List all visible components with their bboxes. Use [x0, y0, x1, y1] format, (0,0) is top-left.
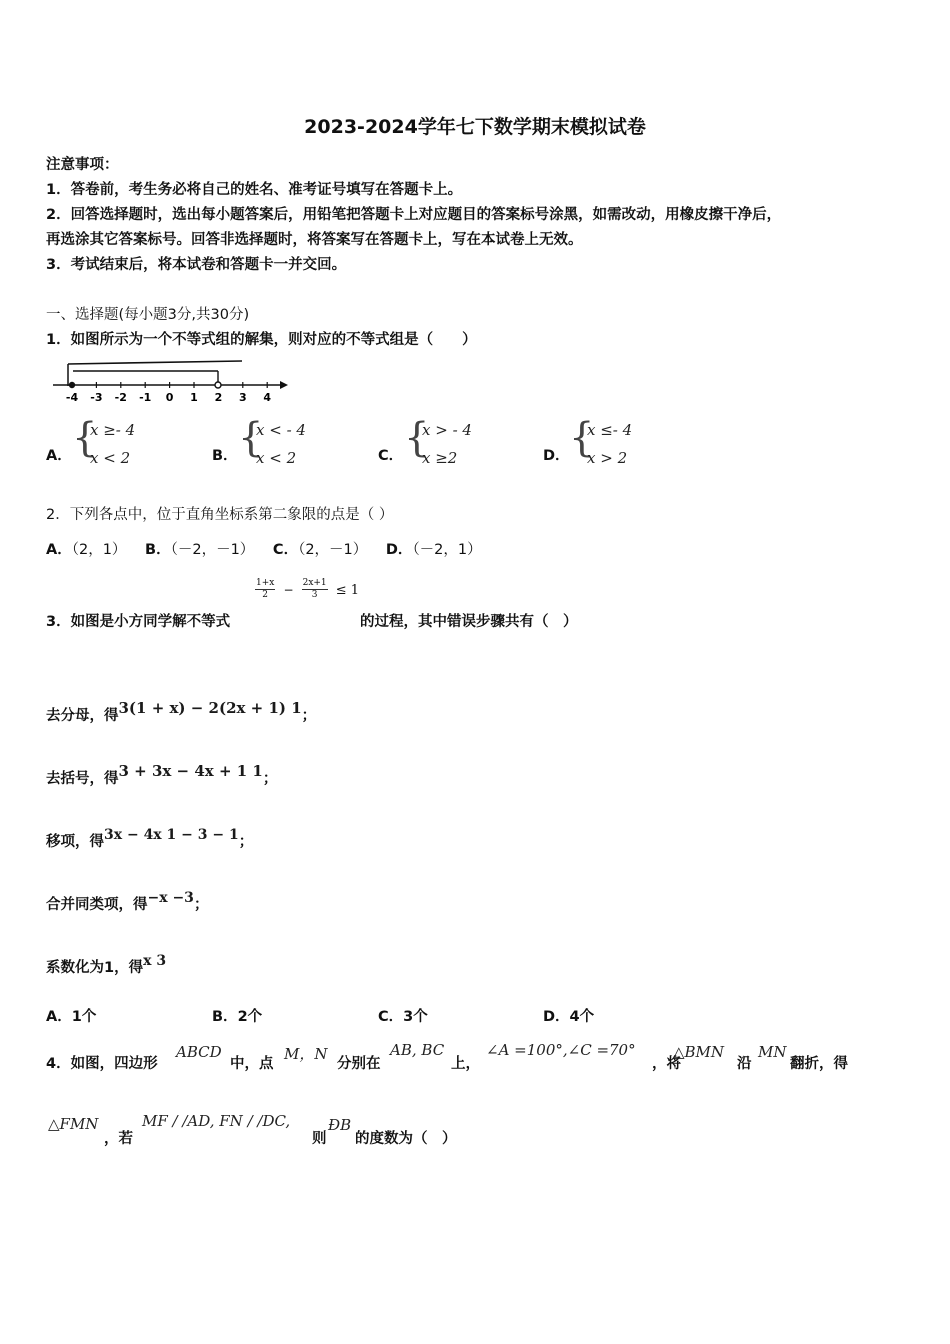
- page-title: 2023-2024学年七下数学期末模拟试卷: [304, 116, 646, 138]
- q2-option-b-value: （－2，－1）: [170, 542, 255, 558]
- q2-option-c-label: C．: [272, 542, 299, 558]
- brace-a: {: [72, 415, 98, 461]
- q3-option-a: A．1个: [46, 1009, 97, 1025]
- q3-step-2: 去括号，得3 + 3x − 4x + 1 1；: [46, 762, 278, 787]
- notice-item: 1．答卷前，考生务必将自己的姓名、准考证号填写在答题卡上。: [46, 182, 463, 198]
- q4-text-6: 沿: [737, 1056, 752, 1072]
- q2-options-row: [46, 538, 482, 559]
- q4-mn: MN: [758, 1043, 787, 1061]
- option-a-label: A．: [46, 448, 72, 464]
- q4-angle-b: ÐB: [328, 1116, 352, 1134]
- q3-step-5: 系数化为1，得x 3: [46, 953, 167, 976]
- question-2-text: 2．下列各点中，位于直角坐标系第二象限的点是（ ）: [46, 507, 394, 523]
- closed-endpoint: [69, 382, 75, 388]
- q4-triangle-bmn: △BMN: [673, 1043, 725, 1061]
- q2-option-b-label: B．: [145, 542, 171, 558]
- option-c-ineq-2: x ≥2: [422, 449, 458, 467]
- notice-item: 3．考试结束后，将本试卷和答题卡一并交回。: [46, 257, 347, 273]
- q2-option-d-value: （－2，1）: [412, 542, 482, 558]
- notice-item: 再选涂其它答案标号。回答非选择题时，将答案写在答题卡上，写在本试卷上无效。: [46, 232, 583, 248]
- axis-tick-label: 3: [238, 391, 247, 404]
- q4-text-2: 中，点: [230, 1056, 274, 1072]
- q2-option-a-label: A．: [46, 542, 72, 558]
- q4-angles: ∠A =100°,∠C =70°: [486, 1041, 636, 1059]
- q2-option-d-label: D．: [385, 542, 413, 558]
- q3-option-d: D．4个: [543, 1009, 595, 1025]
- option-b-ineq-2: x < 2: [256, 449, 297, 467]
- option-c-label: C．: [378, 448, 404, 464]
- notice-item: 2．回答选择题时，选出每小题答案后，用铅笔把答题卡上对应题目的答案标号涂黑，如需改动，用橡皮擦干净后，: [46, 207, 782, 223]
- question-3-text-after: 的过程，其中错误步骤共有（ ）: [360, 614, 578, 630]
- option-d-label: D．: [543, 448, 570, 464]
- option-d-ineq-2: x > 2: [587, 449, 628, 467]
- q4-text-7: 翻折，得: [790, 1056, 848, 1072]
- q4-text-10: 的度数为（ ）: [355, 1131, 457, 1147]
- open-endpoint: [215, 382, 221, 388]
- option-c-ineq-1: x > - 4: [422, 421, 472, 439]
- q3-step-1: 去分母，得3(1 + x) − 2(2x + 1) 1；: [46, 699, 317, 724]
- axis-arrow: [280, 381, 288, 389]
- q4-abcd: ABCD: [176, 1043, 222, 1061]
- axis-tick-label: 4: [263, 391, 272, 404]
- option-a-ineq-1: x ≥- 4: [90, 421, 136, 439]
- q3-fraction-1: $\frac{1+x}{2}$: [256, 578, 275, 600]
- option-a-ineq-2: x < 2: [90, 449, 131, 467]
- axis-tick-label: -4: [65, 391, 79, 404]
- q4-text-9: 则: [312, 1131, 327, 1147]
- q2-option-a-value: （2，1）: [71, 542, 127, 558]
- q4-text-1: 4．如图，四边形: [46, 1056, 158, 1072]
- axis-tick-label: -2: [114, 391, 127, 404]
- option-b-label: B．: [212, 448, 238, 464]
- q3-option-b: B．2个: [212, 1009, 263, 1025]
- question-3-text-before: 3．如图是小方同学解不等式: [46, 614, 231, 630]
- brace-c: {: [404, 415, 430, 461]
- q4-text-8: ，若: [104, 1131, 133, 1147]
- option-d-ineq-1: x ≤- 4: [587, 421, 633, 439]
- axis-tick-label: 0: [165, 391, 174, 404]
- q4-triangle-fmn: △FMN: [48, 1115, 99, 1133]
- q4-sides: AB, BC: [390, 1041, 445, 1059]
- axis-tick-label: -3: [90, 391, 103, 404]
- axis-tick-label: 2: [214, 391, 223, 404]
- q3-option-c: C．3个: [378, 1009, 428, 1025]
- axis-tick-label: -1: [139, 391, 152, 404]
- axis-tick-label: 1: [190, 391, 198, 404]
- q3-fraction-2: $\frac{2x+1}{3}$: [302, 578, 327, 600]
- q4-text-4: 上，: [451, 1056, 480, 1072]
- q3-inequality-image: $\frac{1+x}{2}$ − $\frac{2x+1}{3}$ ≤ 1: [256, 578, 360, 600]
- q4-text-5: ，将: [652, 1056, 681, 1072]
- q3-step-3: 移项，得3x − 4x 1 − 3 − 1；: [46, 827, 254, 850]
- question-1-text: 1．如图所示为一个不等式组的解集，则对应的不等式组是（ ）: [46, 332, 477, 348]
- notice-heading: 注意事项：: [46, 157, 119, 173]
- brace-b: {: [238, 415, 264, 461]
- number-line-figure: [48, 358, 288, 404]
- q3-step-4: 合并同类项，得−x −3；: [46, 890, 209, 913]
- top-bracket-line: [68, 361, 242, 364]
- q2-option-c-value: （2，－1）: [298, 542, 368, 558]
- option-b-ineq-1: x < - 4: [256, 421, 306, 439]
- brace-d: {: [569, 415, 595, 461]
- q4-points-mn: M，N: [284, 1045, 328, 1063]
- q4-parallel: MF / /AD, FN / /DC,: [142, 1112, 291, 1130]
- section-heading: 一、选择题(每小题3分,共30分): [46, 307, 250, 323]
- q4-text-3: 分别在: [337, 1056, 381, 1072]
